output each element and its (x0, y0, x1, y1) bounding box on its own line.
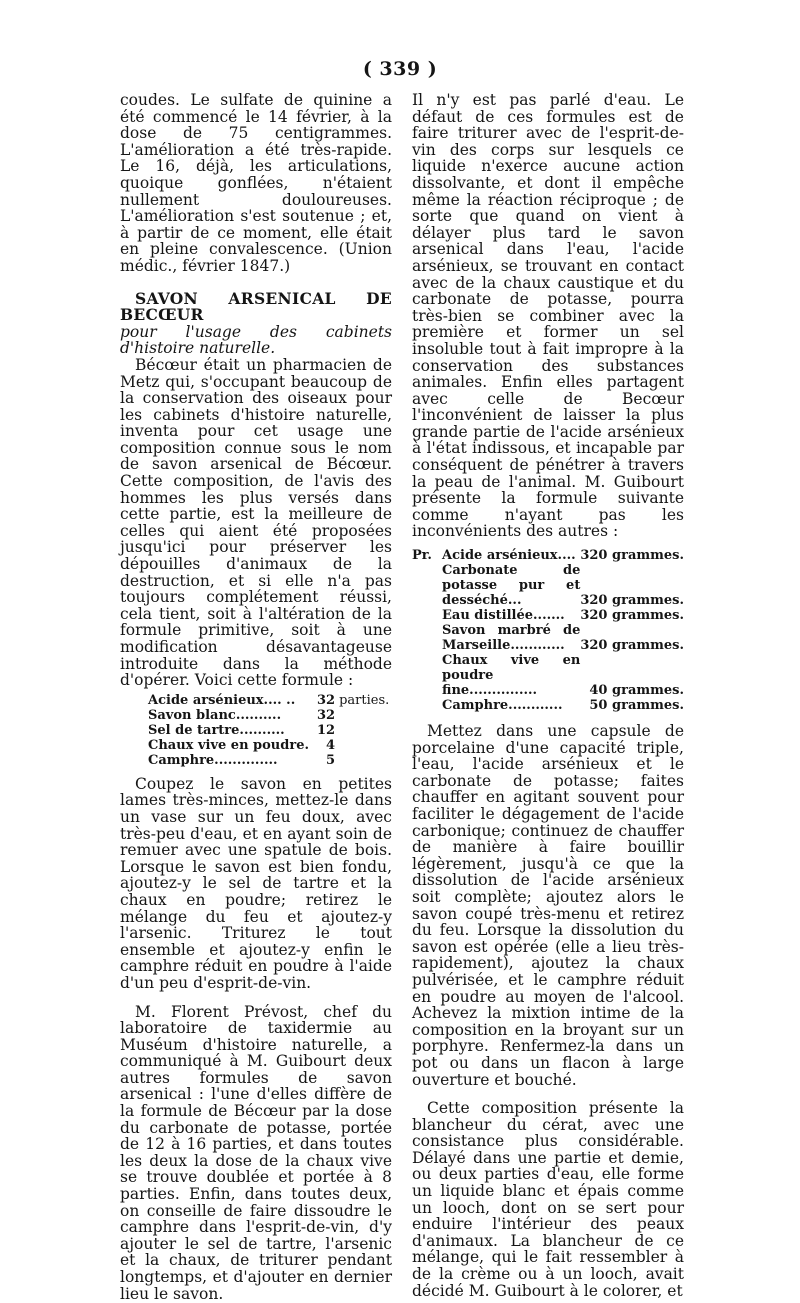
ingredient-name: Carbonate de potasse pur et desséché... (442, 563, 581, 609)
ingredient-name: Camphre.............. (148, 752, 278, 768)
ingredient-quantity: 32 (317, 692, 336, 708)
method-paragraph: Coupez le savon en petites lames très-minces, mettez-le dans un vase sur un feu doux, avec très-peu d'eau, et en ayant soin de remuer avec une spatule de bois. Lorsque le savon est bien fondu, ajoutez-y le sel de tartre et la chaux en poudre; retirez le mélange du feu et ajoutez-y l'arsenic. Triturez le tout ensemble et ajoutez-y enfin le camphre réduit en poudre à l'aide d'un peu d'esprit-de-vin. (120, 774, 392, 992)
left-column (120, 92, 392, 1302)
section-title: SAVON ARSENICAL DE BECŒUR (120, 288, 392, 325)
intro-paragraph: coudes. Le sulfate de quinine a été commencé le 14 février, à la dose de 75 centigrammes. L'amélioration a été très-rapide. Le 16, déjà, les articulations, quoique gonflées, n'étaient nullement douloureuses. L'amélioration s'est soutenue ; et, à partir de ce moment, elle était en pleine convalescence. (Union médic., février 1847.) (120, 91, 392, 275)
recipe-row (412, 608, 684, 623)
critique-paragraph: Il n'y est pas parlé d'eau. Le défaut de ces formules est de faire triturer avec de l'esprit-de-vin des corps sur lesquels ce liquide n'exerce aucune action dissolvante, et dont il empêche même la réaction réciproque ; de sorte que quand on vient à délayer plus tard le savon arsenical dans l'eau, l'acide arsénieux, se trouvant en contact avec de la chaux caustique et du carbonate de potasse, pourra très-bien se combiner avec la première et former un sel insoluble tout à fait impropre à la conservation des substances animales. Enfin elles partagent avec celle de Becœur l'inconvénient de laisser la plus grande partie de l'acide arsénieux à l'état indissous, et incapable par conséquent de pénétrer à travers la peau de l'animal. M. Guibourt présente la formule suivante comme n'ayant pas les inconvénients des autres : (412, 91, 684, 541)
prevost-paragraph: M. Florent Prévost, chef du laboratoire de taxidermie au Muséum d'histoire naturelle, a communiqué à M. Guibourt deux autres formules de savon arsenical : l'une d'elles diffère de la formule de Bécœur par la dose du carbonate de potasse, portée de 12 à 16 parties, et dans toutes les deux la dose de la chaux vive se trouve doublée et portée à 8 parties. Enfin, dans toutes deux, on conseille de faire dissoudre le camphre dans l'esprit-de-vin, d'y ajouter le sel de tartre, l'arsenic et la chaux, de triturer pendant longtemps, et d'ajouter en dernier lieu le savon. (120, 1002, 392, 1303)
ingredient-name: Sel de tartre.......... (148, 722, 285, 738)
recipe-row (412, 623, 684, 653)
right-column (412, 92, 684, 1299)
ingredient-amount: 320 grammes. (580, 638, 684, 654)
ingredient-name: Chaux vive en poudre. (148, 737, 309, 753)
recipe-row (148, 693, 389, 708)
page-number: ( 339 ) (362, 58, 438, 80)
ingredient-unit (335, 753, 389, 768)
ingredient-unit (335, 723, 389, 738)
ingredient-name: Savon marbré de Marseille............ (442, 623, 581, 654)
ingredient-unit (335, 708, 389, 723)
ingredient-name: Acide arsénieux.... (442, 548, 576, 564)
becoeur-recipe-table (148, 693, 389, 768)
ingredient-quantity: 4 (326, 737, 336, 753)
ingredient-quantity: 32 (317, 707, 336, 723)
ingredient-name: Camphre............ (442, 698, 563, 714)
section-subtitle: pour l'usage des cabinets d'histoire naturelle. (120, 322, 392, 358)
ingredient-quantity: 5 (326, 752, 336, 768)
ingredient-unit (335, 738, 389, 753)
recipe-row (148, 753, 389, 768)
recipe-row (148, 738, 389, 753)
ingredient-amount: 50 grammes. (589, 698, 684, 714)
recipe-prefix: Pr. (412, 548, 432, 564)
recipe-row (412, 653, 684, 698)
ingredient-amount: 320 grammes. (580, 548, 684, 564)
preparation-paragraph: Mettez dans une capsule de porcelaine d'une capacité triple, l'eau, l'acide arsénieux et le carbonate de potasse; faites chauffer en agitant souvent pour faciliter le dégagement de l'acide carbonique; continuez de chauffer de manière à faire bouillir légèrement, jusqu'à ce que la dissolution de l'acide arsénieux soit complète; ajoutez alors le savon coupé très-menu et retirez du feu. Lorsque la dissolution du savon est opérée (elle a lieu très-rapidement), ajoutez la chaux pulvérisée, et le camphre réduit en poudre au moyen de l'alcool. Achevez la mixtion intime de la composition en la broyant sur un porphyre. Renfermez-la dans un pot ou dans un flacon à large ouverture et bouché. (412, 722, 684, 1089)
ingredient-amount: 320 grammes. (580, 608, 684, 624)
ingredient-name: Acide arsénieux.... .. (148, 692, 296, 708)
ingredient-name: Eau distillée....... (442, 608, 565, 624)
ingredient-name: Chaux vive en poudre fine............... (442, 653, 581, 699)
ingredient-unit: parties. (339, 692, 390, 708)
ingredient-amount: 40 grammes. (589, 683, 684, 699)
ingredient-quantity: 12 (317, 722, 336, 738)
recipe-row (148, 723, 389, 738)
recipe-row (148, 708, 389, 723)
result-paragraph: Cette composition présente la blancheur du cérat, avec une consistance plus considérable. Délayé dans une partie et demie, ou deux parties d'eau, elle forme un liquide blanc et épais comme un looch, dont on se sert pour enduire l'intérieur des peaux d'animaux. La blancheur de ce mélange, qui le fait ressembler à de la crème ou à un looch, avait décidé M. Guibourt à le colorer, et (412, 1099, 684, 1300)
becoeur-paragraph: Bécœur était un pharmacien de Metz qui, s'occupant beaucoup de la conservation des oiseaux pour les cabinets d'histoire naturelle, inventa pour cet usage une composition connue sous le nom de savon arsenical de Bécœur. Cette composition, de l'avis des hommes les plus versés dans cette partie, est la meilleure de celles qui aient été proposées jusqu'ici pour préserver les dépouilles d'animaux de la destruction, et si elle n'a pas toujours complétement réussi, cela tient, soit à l'altération de la formule primitive, soit à une modification désavantageuse introduite dans la méthode d'opérer. Voici cette formule : (120, 355, 392, 690)
guibourt-recipe-table (412, 548, 684, 713)
recipe-row (412, 698, 684, 713)
recipe-row (412, 563, 684, 608)
ingredient-amount: 320 grammes. (580, 593, 684, 609)
ingredient-name: Savon blanc.......... (148, 707, 282, 723)
recipe-row (412, 548, 684, 563)
